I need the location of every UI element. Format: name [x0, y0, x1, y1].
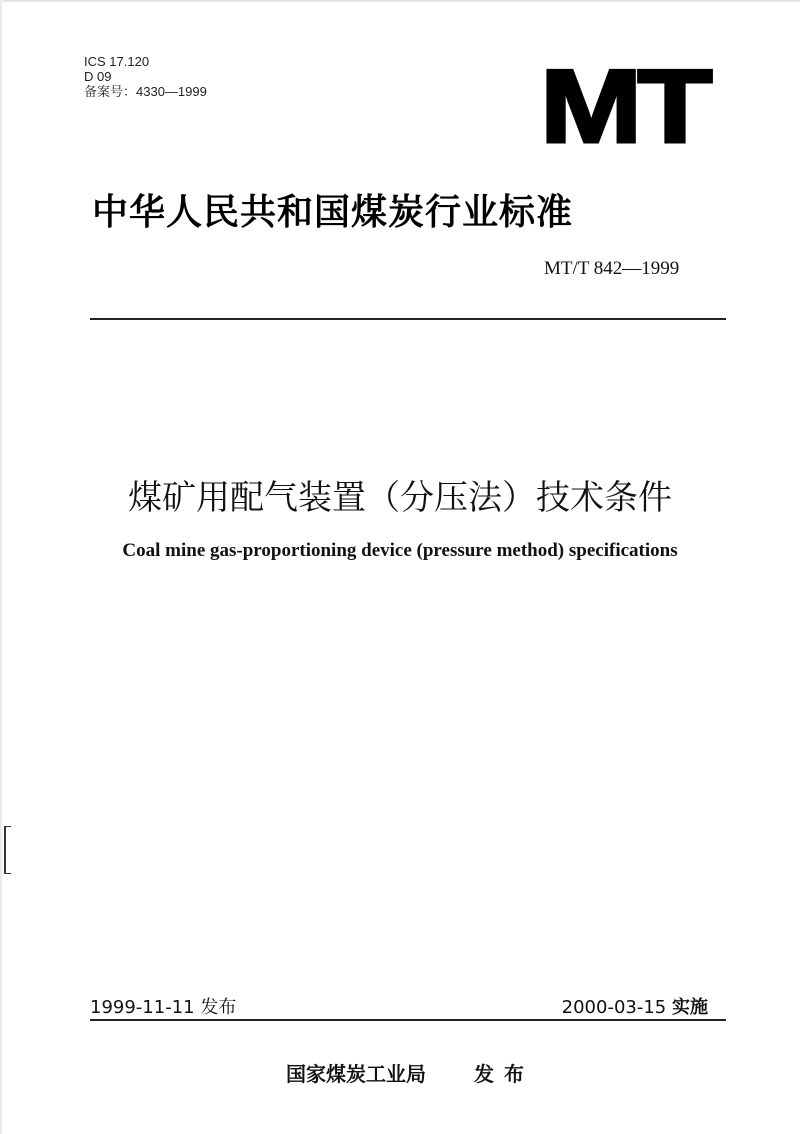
- implementation-date: [562, 993, 708, 1019]
- document-title-en: Coal mine gas-proportioning device (pressure method) specifications: [122, 540, 678, 561]
- standard-number: MT/T 842—1999: [544, 258, 680, 279]
- ics-code: ICS 17.120: [84, 54, 150, 69]
- document-title-cn: 煤矿用配气装置（分压法）技术条件: [128, 478, 672, 518]
- implementation-date-value: 2000-03-15: [561, 997, 667, 1018]
- standard-title: 中华人民共和国煤炭行业标准: [92, 192, 574, 233]
- binding-mark: [4, 826, 11, 874]
- mt-logo: MT: [540, 49, 708, 165]
- publisher-name: 国家煤炭工业局: [286, 1062, 426, 1086]
- metadata-block: [84, 54, 207, 99]
- page-left-edge: [0, 0, 3, 1134]
- classification-code: D 09: [84, 69, 112, 84]
- publish-label: 发布: [474, 1062, 534, 1086]
- top-divider: [90, 318, 726, 320]
- bottom-divider: [90, 1019, 726, 1021]
- page-top-edge: [0, 0, 800, 3]
- filing-number: 备案号：4330—1999: [84, 84, 207, 99]
- issue-date: 1999-11-11 发布: [90, 997, 237, 1018]
- implementation-label: 实施: [672, 997, 708, 1018]
